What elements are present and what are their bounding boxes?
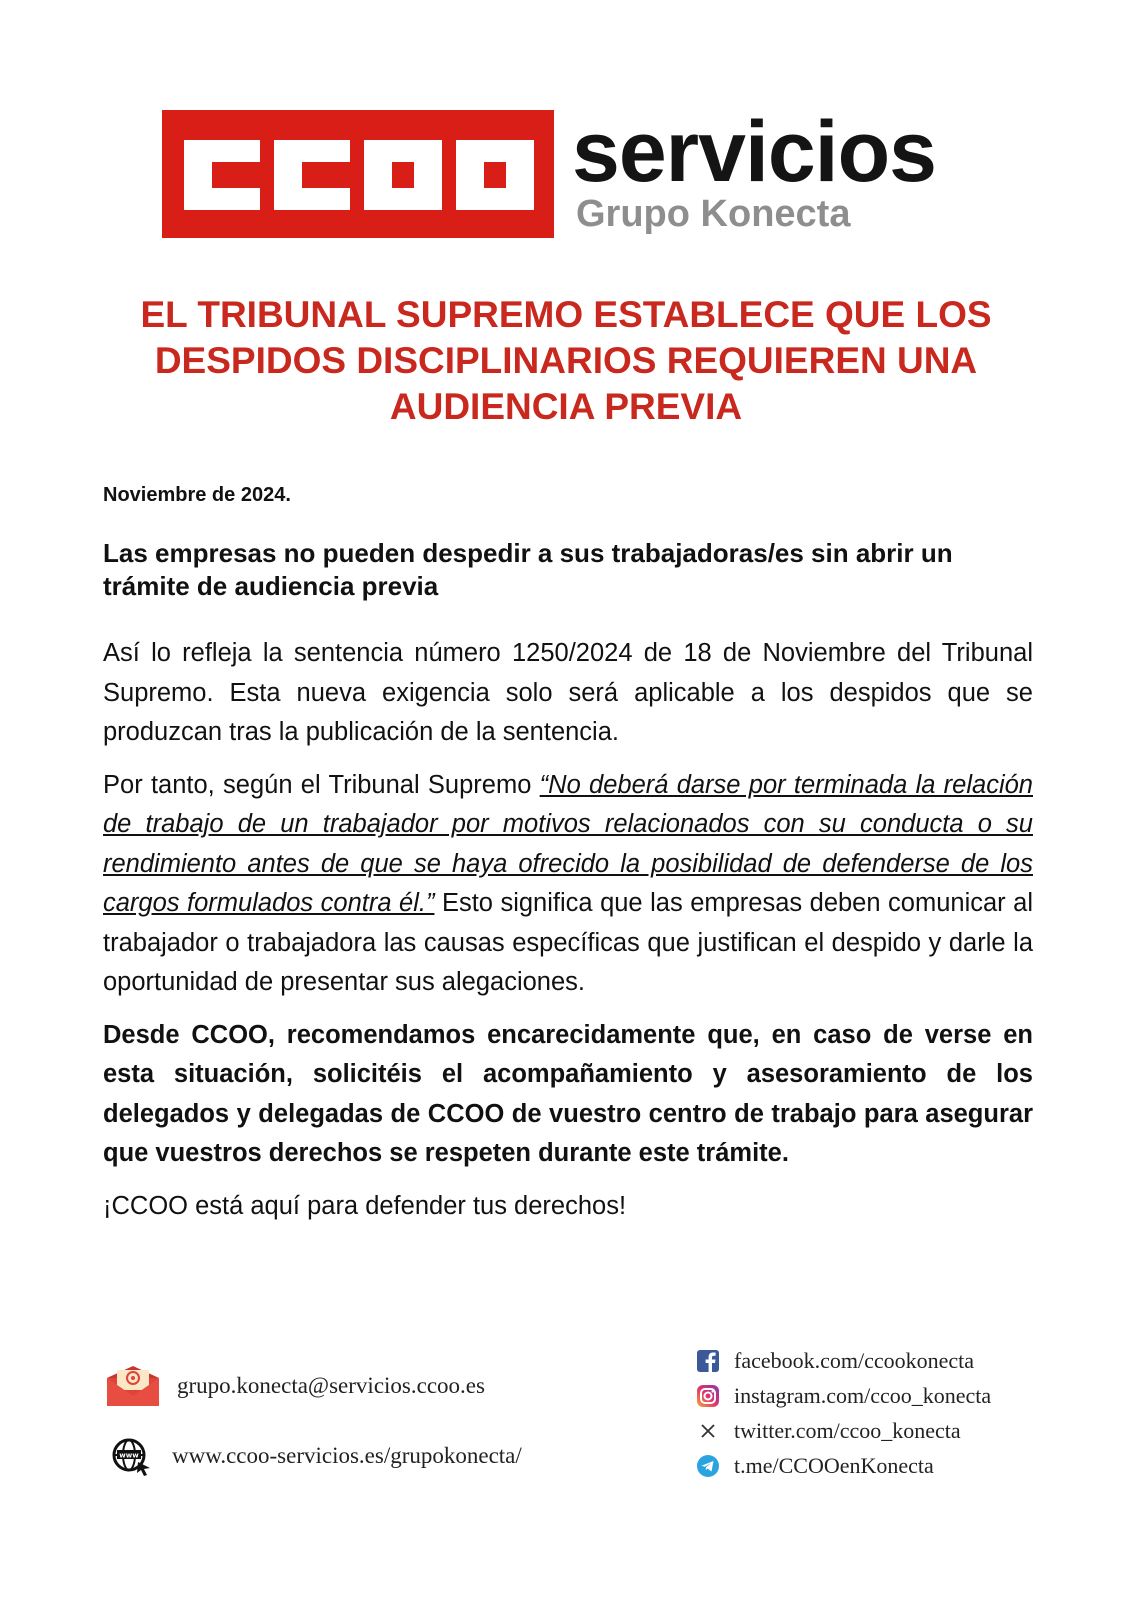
x-twitter-icon — [696, 1419, 720, 1443]
social-item-instagram[interactable] — [696, 1378, 991, 1413]
ccoo-servicios-logo — [162, 104, 962, 240]
social-item-facebook[interactable] — [696, 1343, 991, 1378]
paragraph-quote-intro: Por tanto, según el Tribunal Supremo — [103, 770, 540, 799]
instagram-icon — [696, 1384, 720, 1408]
logo-grupo-konecta-text: Grupo Konecta — [576, 193, 851, 235]
twitter-handle[interactable]: twitter.com/ccoo_konecta — [734, 1417, 961, 1443]
social-links — [696, 1343, 991, 1483]
title-line-3: AUDIENCIA PREVIA — [389, 386, 743, 427]
instagram-handle[interactable]: instagram.com/ccoo_konecta — [734, 1382, 992, 1408]
paragraph-quote-rest: Esto significa que las empresas deben comunicar al trabajador o trabajadora las causas específicas que justifican el despido y darle la oportunidad de presentar sus alegaciones. — [103, 889, 1033, 996]
contact-email[interactable] — [105, 1364, 485, 1408]
supreme-court-quote: “No deberá darse por terminada la relación de trabajo de un trabajador por motivos relacionados con su conducta o su rendimiento antes de que se haya ofrecido la posibilidad de defenderse de los cargos formulados contra él.” — [103, 770, 1033, 917]
subtitle: Las empresas no pueden despedir a sus trabajadoras/es sin abrir un trámite de audiencia previa — [103, 538, 953, 601]
title-line-1: EL TRIBUNAL SUPREMO ESTABLECE QUE LOS — [140, 294, 992, 335]
contact-website[interactable] — [110, 1436, 522, 1476]
paragraph-closing: ¡CCOO está aquí para defender tus derechos! — [103, 1191, 627, 1220]
social-item-telegram[interactable] — [696, 1448, 991, 1483]
telegram-icon — [696, 1454, 720, 1478]
ccoo-logo-mark — [162, 110, 554, 238]
ccoo-letters-icon — [162, 110, 554, 238]
social-item-twitter[interactable] — [696, 1413, 991, 1448]
publication-date: Noviembre de 2024. — [103, 484, 291, 506]
article-body — [103, 634, 1033, 1239]
paragraph-quote — [103, 766, 1033, 1003]
email-address[interactable]: grupo.konecta@servicios.ccoo.es — [177, 1373, 485, 1398]
telegram-handle[interactable]: t.me/CCOOenKonecta — [734, 1452, 934, 1478]
paragraph-recommendation: Desde CCOO, recomendamos encarecidamente que, en caso de verse en esta situación, solicitéis el acompañamiento y asesoramiento de los delegados y delegadas de CCOO de vuestro centro de trabajo para asegurar que vuestros derechos se respeten durante este trámite. — [103, 1020, 1033, 1167]
paragraph-sentencia: Así lo refleja la sentencia número 1250/2024 de 18 de Noviembre del Tribunal Supremo. Esta nueva exigencia solo será aplicable a los despidos que se produzcan tras la publicación de la sentencia. — [103, 639, 1033, 746]
page-title — [60, 292, 1072, 430]
facebook-icon — [696, 1349, 720, 1373]
logo-servicios-text: servicios — [572, 104, 936, 200]
svg-text:www: www — [119, 1451, 139, 1460]
globe-www-icon — [110, 1436, 154, 1476]
title-line-2: DESPIDOS DISCIPLINARIOS REQUIEREN UNA — [154, 340, 978, 381]
website-url[interactable]: www.ccoo-servicios.es/grupokonecta/ — [172, 1443, 522, 1468]
email-envelope-icon — [105, 1364, 161, 1408]
facebook-handle[interactable]: facebook.com/ccookonecta — [734, 1347, 975, 1373]
